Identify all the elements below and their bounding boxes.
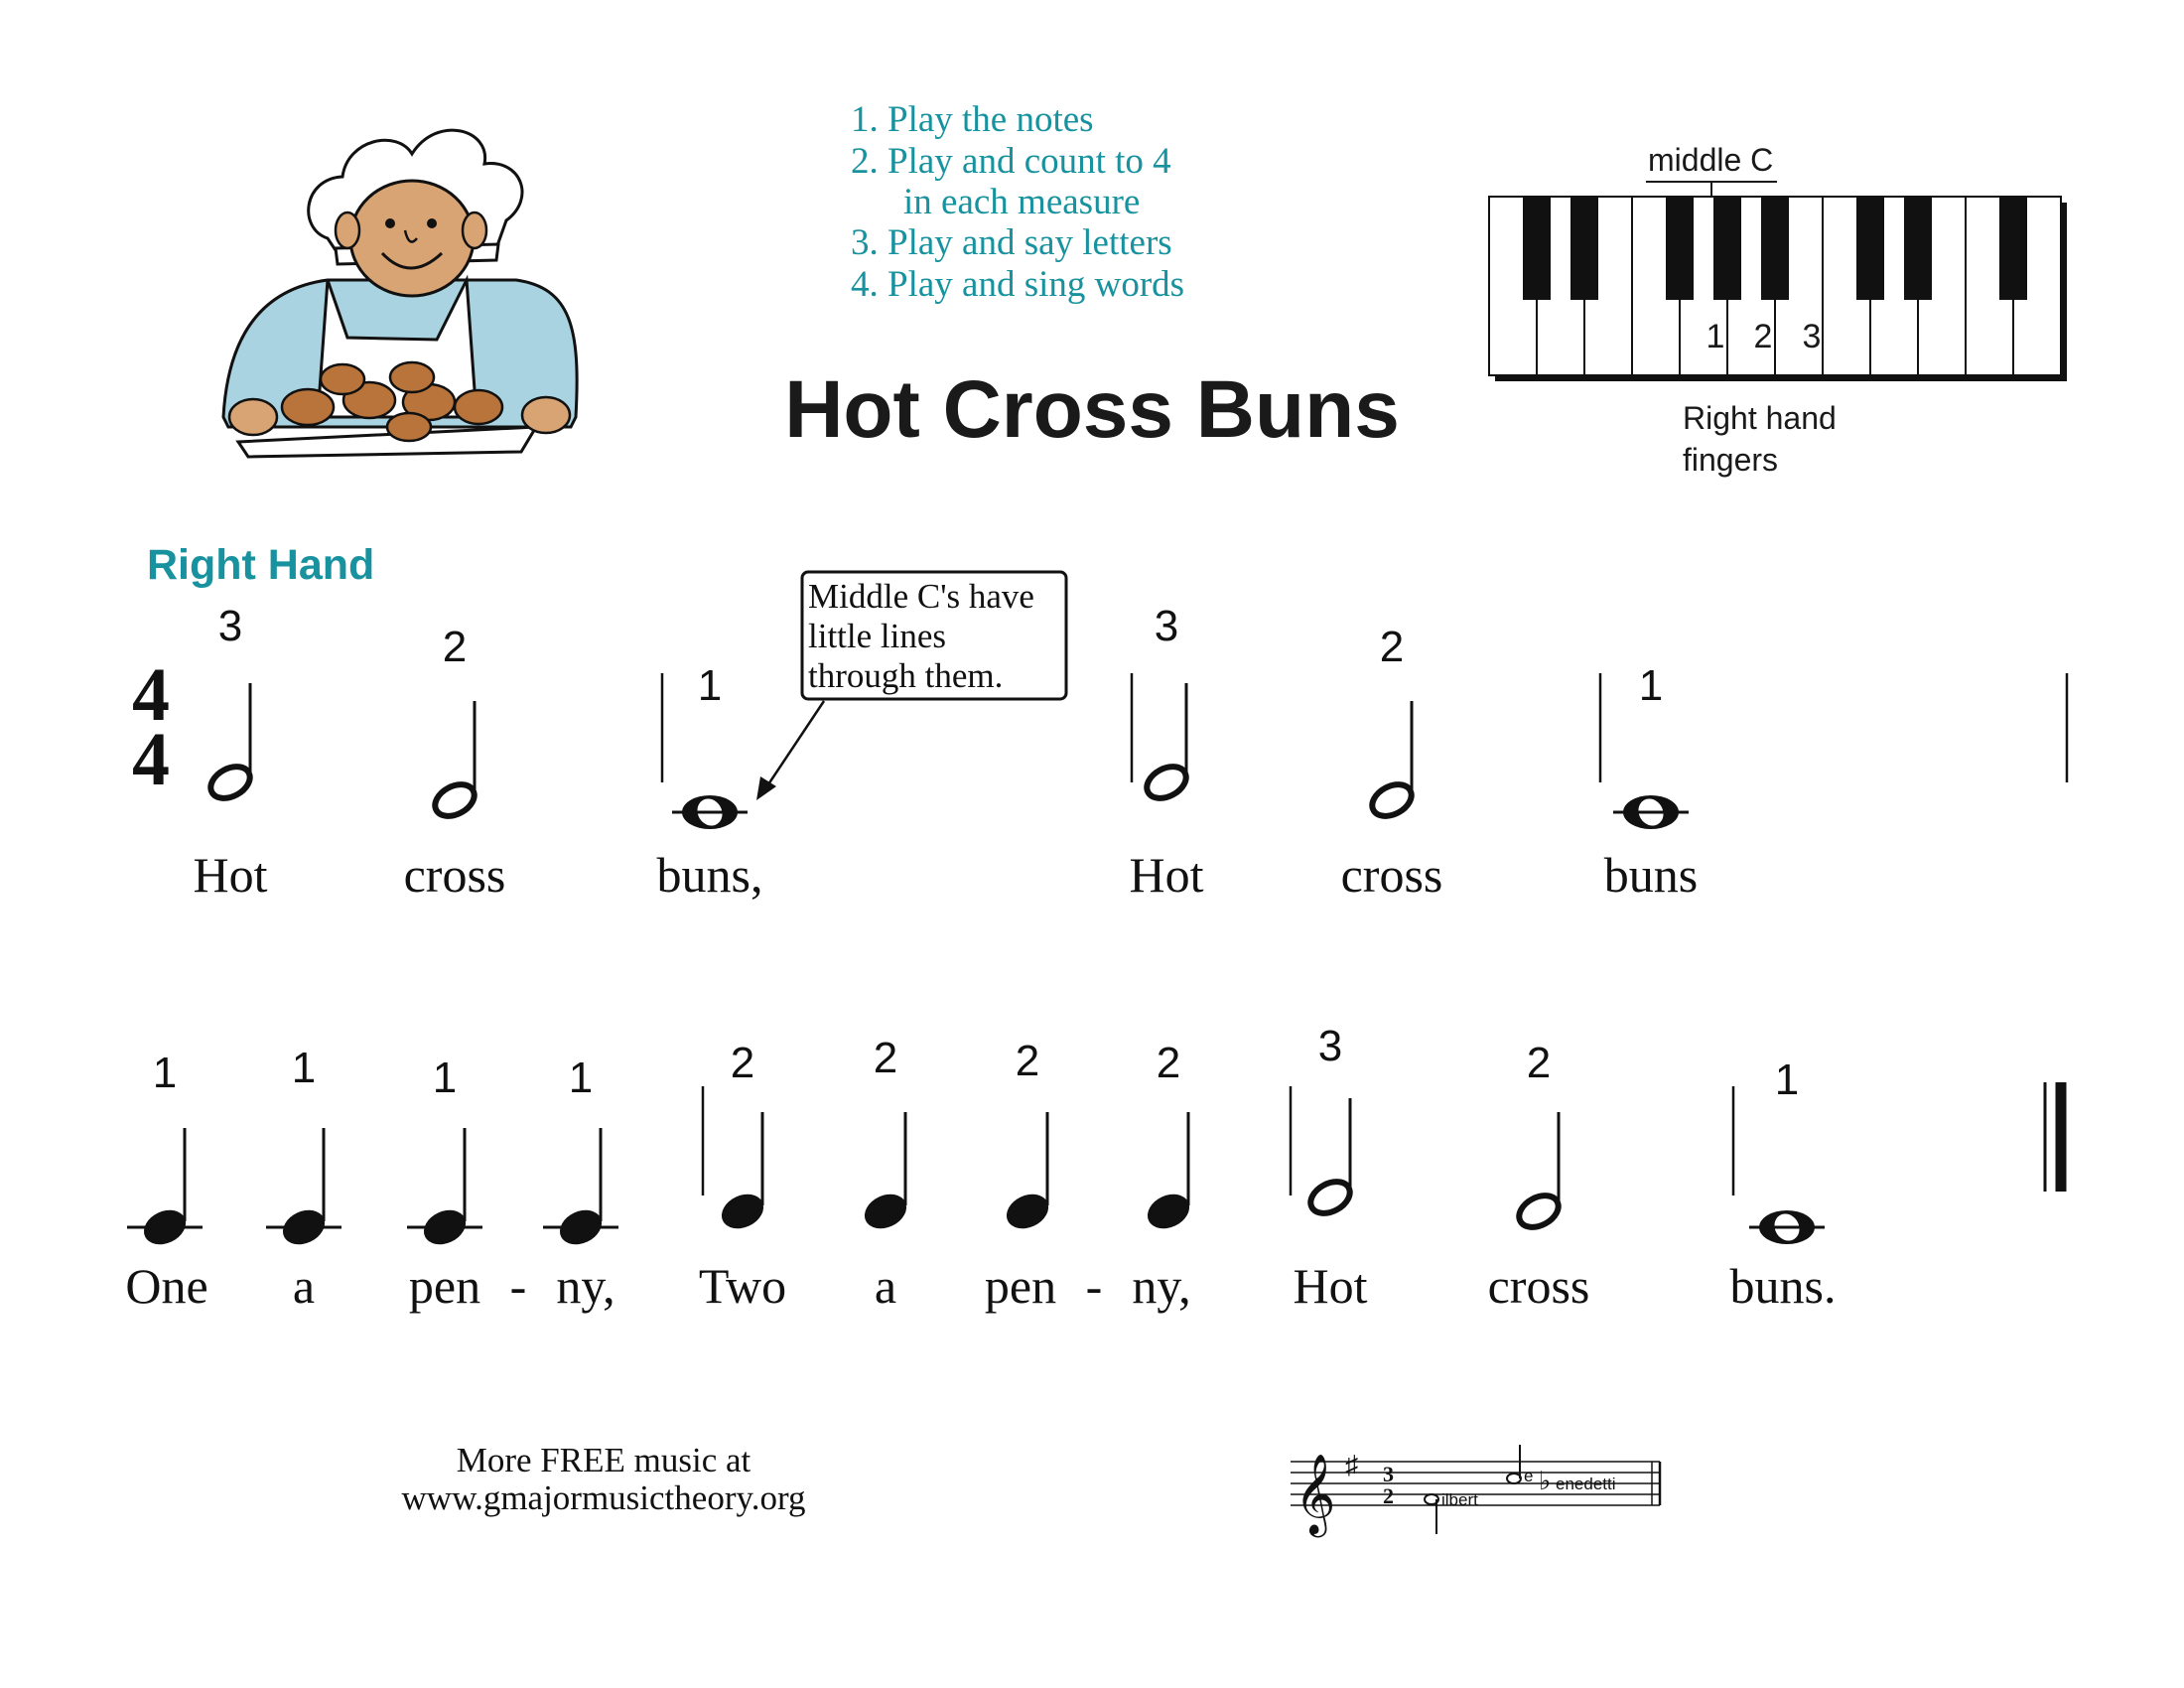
finger-number: 3 [1317, 1022, 1343, 1070]
music-line-1 [194, 602, 2068, 903]
lyric-syllable: Hot [193, 847, 268, 903]
time-signature [132, 653, 170, 801]
finger-number: 2 [873, 1034, 898, 1082]
right-hand-fingers-label-2: fingers [1683, 442, 1779, 478]
finger-number-labels [1706, 318, 1822, 355]
finger-number: 1 [1638, 661, 1664, 710]
finger-number: 1 [568, 1054, 594, 1102]
keyboard-diagram [1489, 142, 2067, 478]
lyric-syllable: buns [1603, 847, 1699, 903]
instruction-2-cont: in each measure [903, 182, 1141, 222]
quarter-note [859, 1112, 911, 1235]
half-note [1367, 701, 1417, 822]
black-key [1999, 197, 2027, 300]
half-note-head [1142, 761, 1191, 804]
finger-number: 1 [697, 661, 723, 710]
quarter-note [407, 1128, 482, 1251]
half-note [1514, 1112, 1564, 1233]
lyric-syllable: Hot [1293, 1258, 1368, 1314]
lyric-syllable: - [509, 1258, 527, 1314]
lyric-syllable: a [874, 1258, 897, 1314]
logo-sharp-icon: ♯ [1345, 1451, 1358, 1479]
finger-number: 3 [1154, 602, 1179, 650]
finger-number: 1 [152, 1049, 178, 1097]
instruction-2: 2. Play and count to 4 [851, 141, 1171, 182]
quarter-note [127, 1128, 203, 1251]
lyric-syllable: cross [1487, 1258, 1590, 1314]
finger-number: 1 [432, 1054, 458, 1102]
gilbert-debenedetti-logo [1291, 1445, 1660, 1537]
half-note [205, 683, 255, 804]
callout-line-1: Middle C's have [808, 577, 1034, 616]
black-key [1523, 197, 1551, 300]
lyric-syllable: - [1085, 1258, 1103, 1314]
lyric-syllable: buns. [1729, 1258, 1837, 1314]
lyric-syllable: buns, [656, 847, 763, 903]
half-note [1142, 683, 1191, 804]
half-note-head [1305, 1176, 1355, 1219]
lyric-syllable: ny, [556, 1258, 615, 1314]
finger-number: 3 [217, 602, 243, 650]
right-hand-fingers-label: Right hand [1683, 400, 1837, 436]
logo-text-enedetti: enedetti [1556, 1475, 1616, 1493]
page-title: Hot Cross Buns [784, 364, 1400, 455]
lyric-syllable: Hot [1129, 847, 1204, 903]
black-key [1713, 197, 1741, 300]
black-key [1904, 197, 1932, 300]
quarter-note [266, 1128, 341, 1251]
lyric-syllable: pen [408, 1258, 481, 1314]
instruction-4: 4. Play and sing words [851, 264, 1185, 305]
quarter-note [1001, 1112, 1053, 1235]
quarter-note [543, 1128, 618, 1251]
finger-number-2: 2 [1753, 318, 1773, 355]
finger-number: 2 [1379, 623, 1405, 671]
whole-note [672, 794, 748, 830]
finger-number: 2 [442, 623, 468, 671]
logo-time-signature-icon: 3 [1383, 1462, 1394, 1486]
lyric-syllable: One [125, 1258, 208, 1314]
time-signature-top: 4 [132, 653, 170, 737]
black-key [1666, 197, 1694, 300]
quarter-note [716, 1112, 768, 1235]
half-note [430, 701, 479, 822]
whole-note [1749, 1209, 1825, 1245]
lyric-syllable: pen [984, 1258, 1057, 1314]
half-note-head [430, 778, 479, 822]
music-line-2 [125, 1022, 1836, 1314]
finger-number: 2 [1015, 1037, 1040, 1085]
middle-c-callout [756, 572, 1066, 800]
half-note-head [205, 761, 255, 804]
instructions-list [851, 99, 1184, 305]
lyric-syllable: cross [1340, 847, 1443, 903]
lyric-syllable: Two [698, 1258, 787, 1314]
finger-number-1: 1 [1706, 318, 1725, 355]
hand-label: Right Hand [147, 541, 375, 589]
lyric-syllable: cross [403, 847, 506, 903]
whole-note [1613, 794, 1689, 830]
finger-number: 1 [291, 1044, 317, 1092]
finger-number: 2 [730, 1039, 755, 1087]
finger-number: 2 [1156, 1039, 1181, 1087]
footer-website-link[interactable]: www.gmajormusictheory.org [401, 1478, 806, 1517]
chef-illustration [223, 130, 577, 457]
finger-number: 2 [1526, 1039, 1552, 1087]
finger-number-3: 3 [1802, 318, 1822, 355]
half-note [1305, 1098, 1355, 1219]
lyric-syllable: ny, [1132, 1258, 1191, 1314]
finger-number: 1 [1774, 1055, 1800, 1104]
logo-text-ilbert: ilbert [1441, 1490, 1478, 1509]
callout-line-2: little lines [808, 617, 947, 655]
footer-line-1: More FREE music at [456, 1441, 751, 1479]
half-note-head [1367, 778, 1417, 822]
callout-line-3: through them. [808, 656, 1004, 695]
lyric-syllable: a [292, 1258, 316, 1314]
black-key [1856, 197, 1884, 300]
logo-treble-clef-icon: 𝄞 [1295, 1457, 1336, 1533]
half-note-head [1514, 1190, 1564, 1233]
logo-flat-icon: ♭ [1539, 1467, 1552, 1495]
black-key [1570, 197, 1598, 300]
footer [402, 1441, 806, 1517]
black-key [1761, 197, 1789, 300]
instruction-1: 1. Play the notes [851, 99, 1094, 140]
logo-time-signature-icon-2: 2 [1383, 1483, 1394, 1508]
instruction-3: 3. Play and say letters [851, 222, 1172, 263]
time-signature-bottom: 4 [132, 718, 170, 801]
quarter-note [1142, 1112, 1194, 1235]
logo-text-e: e [1524, 1467, 1534, 1485]
final-barline [2045, 1082, 2061, 1192]
middle-c-label: middle C [1648, 142, 1774, 178]
keyboard-keys [1489, 197, 2067, 381]
